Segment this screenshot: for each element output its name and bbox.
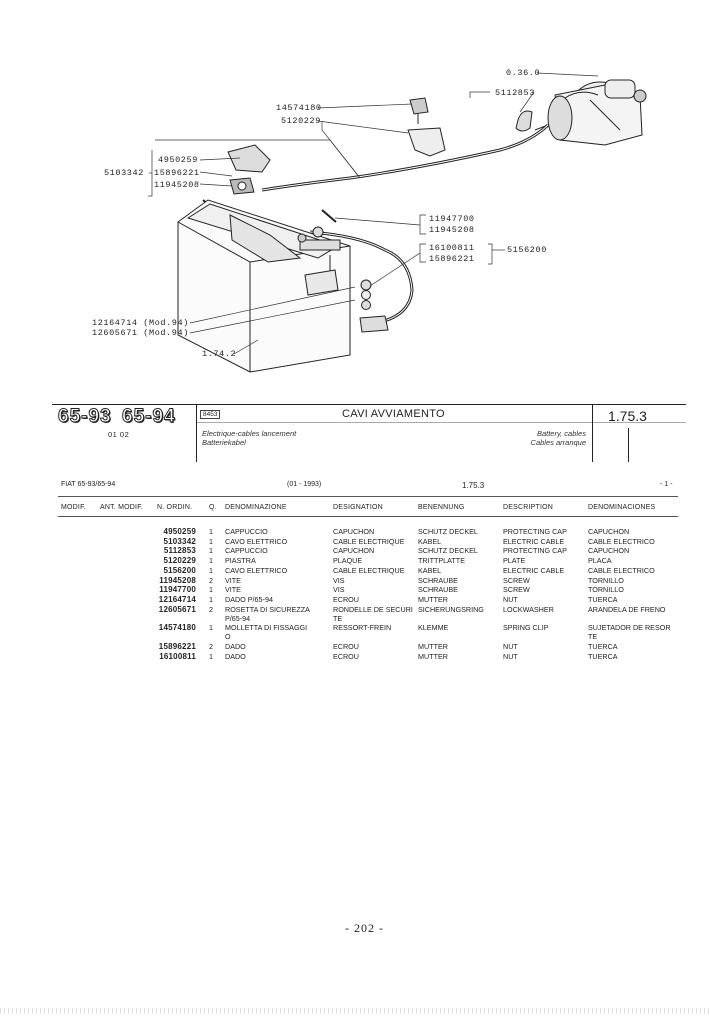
cell-benennung: SCHRAUBE	[418, 585, 458, 595]
scan-edge-noise	[0, 1008, 710, 1014]
subheader-group: 1.75.3	[462, 481, 485, 490]
cell-denominazione: DADO P/65-94	[225, 594, 273, 604]
cell-denominazione: MOLLETTA DI FISSAGGI	[225, 623, 308, 633]
cell-designation: VIS	[333, 585, 345, 595]
callout-15896221-left: 15896221	[154, 168, 200, 178]
callout-5120229: 5120229	[281, 116, 321, 126]
table-row	[0, 585, 710, 595]
cell-order-number: 12164714	[158, 594, 196, 604]
table-header-rule	[58, 516, 678, 517]
cell-denominaciones: TUERCA	[588, 594, 618, 604]
cell-description: NUT	[503, 651, 518, 661]
cell-denominazione: DADO	[225, 651, 246, 661]
cell-denominazione: DADO	[225, 642, 246, 651]
cell-continuation: O	[225, 632, 231, 642]
callout-14574180: 14574180	[276, 103, 322, 113]
cell-benennung: MUTTER	[418, 594, 448, 604]
plate-drawing	[408, 128, 445, 156]
col-header-q: Q.	[209, 504, 217, 511]
starter-motor-drawing	[535, 80, 646, 145]
cell-denominaciones: CAPUCHON	[588, 546, 630, 556]
header-tick	[628, 428, 629, 462]
table-row	[0, 576, 710, 586]
callout-11945208-right: 11945208	[429, 225, 475, 235]
cell-description: PROTECTING CAP	[503, 546, 567, 556]
callout-16100811: 16100811	[429, 243, 475, 253]
cap-5112853-drawing	[516, 111, 532, 131]
cell-denominazione: CAPPUCCIO	[225, 527, 268, 536]
cell-order-number: 11945208	[159, 575, 196, 585]
callout-11945208-left: 11945208	[154, 180, 200, 190]
callout-5103342: 5103342	[104, 168, 144, 178]
cell-description: SPRING CLIP	[503, 623, 549, 633]
cell-denominazione: CAVO ELETTRICO	[225, 565, 288, 575]
page-title: CAVI AVVIAMENTO	[342, 408, 445, 420]
cell-quantity: 1	[209, 527, 213, 536]
callout-1742: 1.74.2	[202, 349, 237, 359]
col-header-benennung: BENENNUNG	[418, 504, 465, 511]
cell-description: PROTECTING CAP	[503, 527, 567, 536]
callout-4950259: 4950259	[158, 155, 198, 165]
cell-denominaciones: TORNILLO	[588, 585, 624, 595]
callout-12164714: 12164714 (Mod.94)	[92, 318, 189, 328]
cell-order-number: 11947700	[159, 585, 196, 595]
cell-designation: ECROU	[333, 642, 359, 651]
cell-denominaciones: TUERCA	[588, 642, 618, 651]
table-row	[0, 556, 710, 566]
cell-denominaciones: TORNILLO	[588, 575, 624, 585]
cell-denominaciones: ARANDELA DE FRENO	[588, 604, 666, 614]
cell-description: ELECTRIC CABLE	[503, 536, 565, 546]
cell-denominazione: ROSETTA DI SICUREZZA	[225, 604, 310, 614]
cell-designation: RONDELLE DE SECURI	[333, 604, 413, 614]
cell-description: PLATE	[503, 556, 526, 566]
cell-quantity: 1	[209, 651, 213, 661]
col-header-designation: DESIGNATION	[333, 504, 383, 511]
cell-designation: ECROU	[333, 594, 359, 604]
subtitle-de: Batteriekabel	[202, 438, 246, 447]
cell-quantity: 2	[209, 575, 213, 585]
cell-denominaciones: SUJETADOR DE RESOR	[588, 623, 671, 633]
cell-quantity: 1	[209, 546, 213, 556]
cell-order-number: 5112853	[163, 546, 196, 556]
model-badge-1: 65-93	[58, 406, 112, 427]
table-row	[0, 595, 710, 605]
cell-order-number: 4950259	[163, 527, 196, 536]
cell-denominazione: PIASTRA	[225, 556, 256, 566]
cell-quantity: 2	[209, 642, 213, 651]
cell-order-number: 16100811	[159, 651, 196, 661]
model-badge-2: 65-94	[122, 406, 176, 427]
main-cable-drawing	[262, 125, 548, 190]
cell-quantity: 1	[209, 623, 213, 633]
callout-15896221-right: 15896221	[429, 254, 475, 264]
cell-benennung: TRITTPLATTE	[418, 556, 465, 566]
cell-order-number: 5120229	[163, 556, 196, 566]
callout-12605671: 12605671 (Mod.94)	[92, 328, 189, 338]
cell-designation: CAPUCHON	[333, 546, 375, 556]
cell-quantity: 2	[209, 604, 213, 614]
subtitle-en: Battery, cables	[536, 429, 586, 438]
cell-designation: PLAQUE	[333, 556, 363, 566]
cell-benennung: SCHUTZ DECKEL	[418, 546, 478, 556]
callout-5112853: 5112853	[495, 88, 535, 98]
cell-quantity: 1	[209, 565, 213, 575]
cell-benennung: SCHUTZ DECKEL	[418, 527, 478, 536]
callout-5156200: 5156200	[507, 245, 547, 255]
cell-designation: ECROU	[333, 651, 359, 661]
cell-designation: CAPUCHON	[333, 527, 375, 536]
cell-description: SCREW	[503, 575, 530, 585]
header-divider-left	[196, 404, 197, 462]
cell-description: NUT	[503, 594, 518, 604]
col-header-denominazione: DENOMINAZIONE	[225, 504, 287, 511]
header-rule-top	[52, 404, 686, 405]
cell-benennung: SCHRAUBE	[418, 575, 458, 585]
cell-order-number: 5156200	[163, 565, 196, 575]
cell-designation: VIS	[333, 575, 345, 585]
catalog-date: (01 - 1993)	[287, 481, 322, 488]
cell-description: SCREW	[503, 585, 530, 595]
page-marker: - 1 -	[660, 481, 673, 488]
cell-benennung: KLEMME	[418, 623, 449, 633]
model-line: FIAT 65-93/65-94	[61, 481, 116, 488]
cell-denominaciones: TUERCA	[588, 651, 618, 661]
cell-continuation: TE	[588, 632, 598, 642]
cell-denominaciones: PLACA	[588, 556, 612, 566]
cell-benennung: MUTTER	[418, 651, 448, 661]
page-number: - 202 -	[345, 921, 384, 935]
cell-designation: CABLE ELECTRIQUE	[333, 536, 405, 546]
exploded-parts-diagram	[0, 0, 710, 400]
table-row	[0, 546, 710, 556]
cell-order-number: 12605671	[158, 604, 196, 614]
doc-code: 8453	[200, 410, 220, 419]
cell-order-number: 15896221	[158, 642, 196, 651]
col-header-modif: MODIF.	[61, 504, 86, 511]
col-header-ant-modif: ANT. MODIF.	[100, 504, 144, 511]
cell-continuation: P/65-94	[225, 613, 251, 623]
table-row	[0, 527, 710, 537]
callout-036: 0.36.0	[506, 68, 541, 78]
cell-designation: RESSORT-FREIN	[333, 623, 392, 633]
cell-denominazione: VITE	[225, 575, 241, 585]
cell-quantity: 1	[209, 556, 213, 566]
group-number: 1.75.3	[608, 408, 647, 424]
col-header-n-ordin: N. ORDIN.	[157, 504, 193, 511]
cell-order-number: 5103342	[163, 536, 196, 546]
cell-order-number: 14574180	[158, 623, 196, 633]
table-row	[0, 604, 710, 623]
col-header-denominaciones: DENOMINACIONES	[588, 504, 656, 511]
cell-denominazione: CAVO ELETTRICO	[225, 536, 288, 546]
cell-description: NUT	[503, 642, 518, 651]
header-divider-right	[592, 404, 593, 462]
subtitle-es: Cables arranque	[530, 438, 586, 447]
cell-quantity: 1	[209, 536, 213, 546]
cell-denominaciones: CABLE ELECTRICO	[588, 565, 655, 575]
table-row	[0, 566, 710, 576]
cell-continuation: TE	[333, 613, 343, 623]
subheader-rule	[58, 496, 678, 497]
cell-denominaciones: CABLE ELECTRICO	[588, 536, 655, 546]
cell-quantity: 1	[209, 585, 213, 595]
cell-designation: CABLE ELECTRIQUE	[333, 565, 405, 575]
cell-denominazione: VITE	[225, 585, 241, 595]
cell-denominazione: CAPPUCCIO	[225, 546, 268, 556]
callout-11947700: 11947700	[429, 214, 475, 224]
cell-benennung: MUTTER	[418, 642, 448, 651]
cell-quantity: 1	[209, 594, 213, 604]
spring-clip-drawing	[410, 98, 428, 114]
table-row	[0, 652, 710, 662]
cell-description: ELECTRIC CABLE	[503, 565, 565, 575]
cell-benennung: KABEL	[418, 565, 442, 575]
subtitle-fr: Electrique-cables lancement	[202, 429, 297, 438]
model-date: 01 02	[108, 430, 130, 439]
battery-drawing	[178, 200, 350, 372]
col-header-description: DESCRIPTION	[503, 504, 554, 511]
cell-benennung: KABEL	[418, 536, 442, 546]
cell-benennung: SICHERUNGSRING	[418, 604, 484, 614]
table-row	[0, 642, 710, 652]
cell-description: LOCKWASHER	[503, 604, 554, 614]
table-row	[0, 623, 710, 642]
cell-denominaciones: CAPUCHON	[588, 527, 630, 536]
table-row	[0, 537, 710, 547]
